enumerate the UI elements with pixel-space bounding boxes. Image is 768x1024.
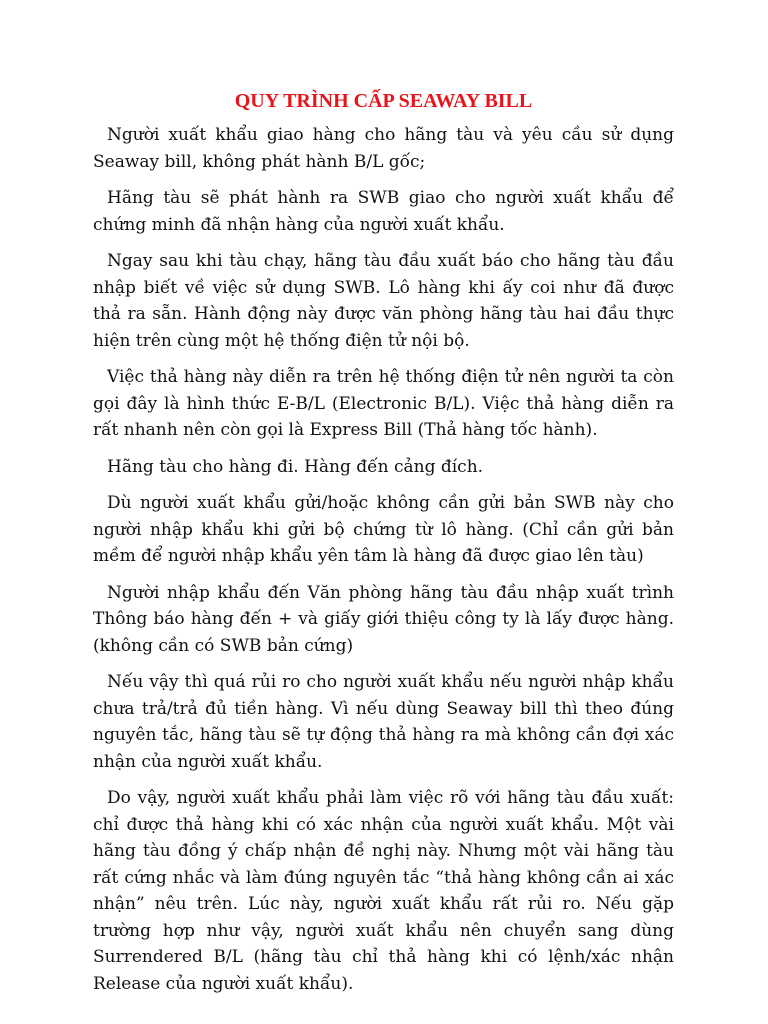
document-title: QUY TRÌNH CẤP SEAWAY BILL	[234, 90, 533, 112]
paragraph-9: Do vậy, người xuất khẩu phải làm việc rõ với hãng tàu đầu xuất: chỉ được thả hàng khi có xác nhận của người xuất khẩu. Một vài hãng tàu đồng ý chấp nhận đề nghị này. Nhưng một vài hãng tàu rất cứng nhắc và làm đúng nguyên tắc “thả hàng không cần ai xác nhận” nêu trên. Lúc này, người xuất khẩu rất rủi ro. Nếu gặp trường hợp như vậy, người xuất khẩu nên chuyển sang dùng Surrendered B/L (hãng tàu chỉ thả hàng khi có lệnh/xác nhận Release của người xuất khẩu).	[93, 788, 674, 994]
paragraph-4: Việc thả hàng này diễn ra trên hệ thống điện tử nên người ta còn gọi đây là hình thức E-B/L (Electronic B/L). Việc thả hàng diễn ra rất nhanh nên còn gọi là Express Bill (Thả hàng tốc hành).	[93, 367, 674, 440]
paragraph-7: Người nhập khẩu đến Văn phòng hãng tàu đầu nhập xuất trình Thông báo hàng đến + và giấy giới thiệu công ty là lấy được hàng. (không cần có SWB bản cứng)	[93, 582, 674, 656]
paragraph-6: Dù người xuất khẩu gửi/hoặc không cần gửi bản SWB này cho người nhập khẩu khi gửi bộ chứng từ lô hàng. (Chỉ cần gửi bản mềm để người nhập khẩu yên tâm là hàng đã được giao lên tàu)	[93, 493, 674, 566]
paragraph-1: Người xuất khẩu giao hàng cho hãng tàu và yêu cầu sử dụng Seaway bill, không phát hành B/L gốc;	[93, 125, 674, 172]
document-page	[93, 86, 674, 1007]
paragraph-8: Nếu vậy thì quá rủi ro cho người xuất khẩu nếu người nhập khẩu chưa trả/trả đủ tiền hàng. Vì nếu dùng Seaway bill thì theo đúng nguyên tắc, hãng tàu sẽ tự động thả hàng ra mà không cần đợi xác nhận của người xuất khẩu.	[93, 672, 674, 772]
paragraph-2: Hãng tàu sẽ phát hành ra SWB giao cho người xuất khẩu để chứng minh đã nhận hàng của người xuất khẩu.	[93, 188, 674, 235]
paragraph-5: Hãng tàu cho hàng đi. Hàng đến cảng đích.	[107, 456, 484, 477]
paragraph-3: Ngay sau khi tàu chạy, hãng tàu đầu xuất báo cho hãng tàu đầu nhập biết về việc sử dụng SWB. Lô hàng khi ấy coi như đã được thả ra sẵn. Hành động này được văn phòng hãng tàu hai đầu thực hiện trên cùng một hệ thống điện tử nội bộ.	[93, 251, 674, 351]
